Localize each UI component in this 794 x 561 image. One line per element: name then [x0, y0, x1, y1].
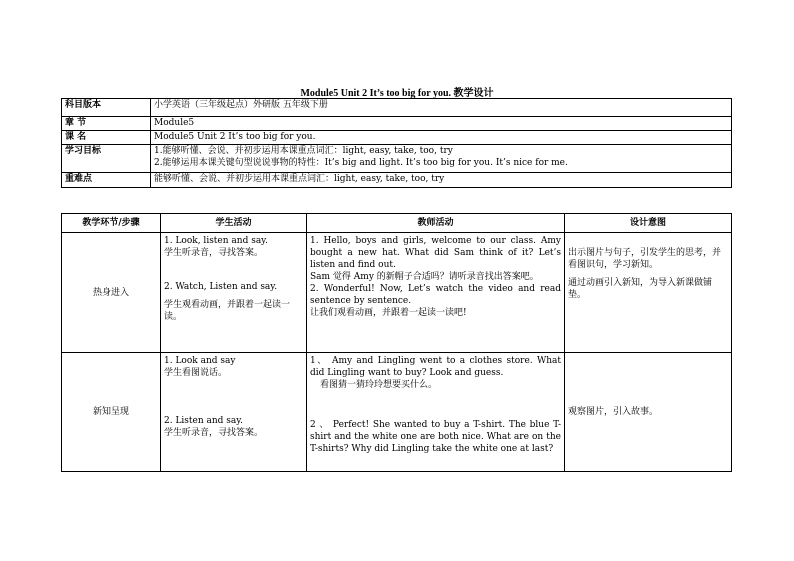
stage-cell: 新知呈现	[62, 353, 161, 472]
teacher-step: 2 、 Perfect! She wanted to buy a T-shirt. The blue T-shirt and the white one are both nice. What are on the T-shirts? Why did Lingling take the white one at last?	[310, 420, 561, 454]
teacher-step: 1. Hello, boys and girls, welcome to our class. Amy bought a new hat. What did Sam think of it? Let’s listen and find out.	[310, 236, 561, 270]
info-row-goals	[62, 145, 732, 173]
student-activity-cell	[161, 353, 307, 472]
lesson-plan-table	[61, 213, 732, 472]
student-step: 学生看图说话。	[164, 368, 228, 378]
design-intent-cell	[565, 353, 732, 472]
student-activity-cell	[161, 233, 307, 353]
header-design-intent: 设计意图	[565, 214, 732, 233]
lesson-label: 课 名	[62, 131, 151, 145]
student-step: 2. Watch, Listen and say.	[164, 282, 278, 292]
intent-text: 通过动画引入新知，为导入新课做铺垫。	[568, 278, 713, 300]
intent-text: 观察图片，引入故事。	[568, 407, 659, 417]
header-teacher-activity: 教师活动	[307, 214, 565, 233]
plan-row-warmup	[62, 233, 732, 353]
course-info-table	[61, 98, 732, 188]
plan-row-new-knowledge	[62, 353, 732, 472]
document-title: Module5 Unit 2 It’s too big for you. 教学设计	[300, 88, 494, 99]
key-points-label: 重难点	[62, 173, 151, 188]
subject-value: 小学英语（三年级起点）外研版 五年级下册	[151, 99, 732, 117]
design-intent-cell	[565, 233, 732, 353]
goals-label: 学习目标	[62, 145, 151, 173]
teacher-activity-cell	[307, 233, 565, 353]
info-row-key-points	[62, 173, 732, 188]
student-step: 学生观看动画，并跟着一起读一读。	[164, 300, 291, 322]
student-step: 学生听录音，寻找答案。	[164, 248, 264, 258]
chapter-label: 章 节	[62, 117, 151, 131]
goal-item: 1.能够听懂、会说、并初步运用本课重点词汇：light, easy, take, too, try	[154, 146, 453, 156]
student-step: 1. Look and say	[164, 356, 236, 366]
student-step: 学生听录音，寻找答案。	[164, 428, 264, 438]
info-row-subject	[62, 99, 732, 117]
lesson-value: Module5 Unit 2 It’s too big for you.	[151, 131, 732, 145]
teacher-activity-cell	[307, 353, 565, 472]
chapter-value: Module5	[151, 117, 732, 131]
student-step: 2. Listen and say.	[164, 416, 244, 426]
teacher-step: Sam 觉得 Amy 的新帽子合适吗？请听录音找出答案吧。	[310, 272, 539, 282]
info-row-chapter	[62, 117, 732, 131]
teacher-step: 看图猜一猜玲玲想要买什么。	[320, 380, 438, 390]
stage-cell: 热身进入	[62, 233, 161, 353]
student-step: 1. Look, listen and say.	[164, 236, 268, 246]
key-points-value: 能够听懂、会说、并初步运用本课重点词汇：light, easy, take, too, try	[151, 173, 732, 188]
subject-label: 科目版本	[62, 99, 151, 117]
info-row-lesson	[62, 131, 732, 145]
goal-item: 2.能够运用本课关键句型说说事物的特性：It’s big and light. It’s too big for you. It’s nice for me.	[154, 158, 568, 168]
header-stage: 教学环节/步骤	[62, 214, 161, 233]
teacher-step: 1、 Amy and Lingling went to a clothes store. What did Lingling want to buy? Look and guess.	[310, 356, 561, 378]
header-student-activity: 学生活动	[161, 214, 307, 233]
plan-header-row	[62, 214, 732, 233]
intent-text: 出示图片与句子，引发学生的思考，并看图识句，学习新知。	[568, 248, 722, 270]
goals-value	[151, 145, 732, 173]
teacher-step: 让我们观看动画，并跟着一起读一读吧!	[310, 308, 467, 318]
teacher-step: 2. Wonderful! Now, Let’s watch the video and read sentence by sentence.	[310, 284, 561, 306]
